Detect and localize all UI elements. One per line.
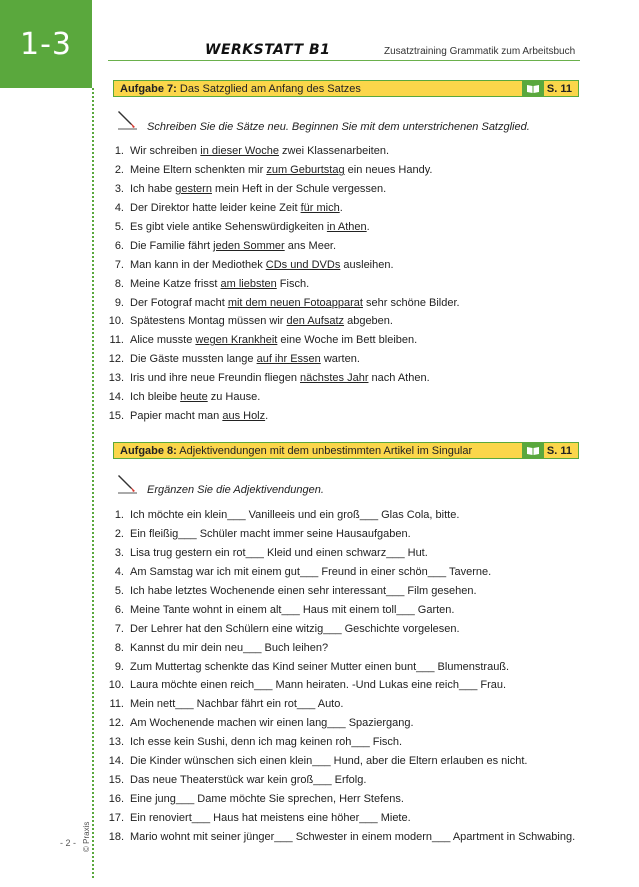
item-number: 13.	[108, 372, 124, 385]
item-text	[130, 297, 460, 309]
task-7-page-ref: S. 11	[546, 82, 572, 95]
list-item	[106, 582, 575, 601]
item-text-before: Spätestens Montag müssen wir	[130, 315, 287, 328]
item-underlined-phrase: aus Holz	[222, 409, 266, 422]
item-underlined-phrase: für mich	[300, 202, 340, 215]
item-text-before: Die Familie fährt	[130, 239, 214, 252]
list-item	[106, 218, 460, 237]
item-text-after: .	[366, 221, 370, 233]
list-item	[106, 369, 460, 388]
item-number: 8.	[114, 641, 124, 654]
item-number: 14.	[108, 755, 124, 768]
item-text-after: ausleihen.	[340, 258, 394, 271]
item-number: 1.	[114, 145, 124, 158]
item-text-after: nach Athen.	[368, 372, 430, 385]
item-text-before: Ich habe	[130, 183, 176, 196]
task-7-list	[106, 142, 460, 425]
item-text	[130, 278, 309, 290]
list-item	[106, 808, 575, 827]
item-number: 16.	[108, 792, 124, 805]
list-item	[106, 331, 460, 350]
list-item	[106, 770, 575, 789]
list-item	[106, 544, 575, 563]
item-text-before: Papier macht man	[130, 409, 223, 422]
item-text-after: .	[265, 409, 269, 422]
item-number: 9.	[114, 660, 124, 673]
item-text: Eine jung___ Dame möchte Sie sprechen, Herr Stefens.	[130, 792, 404, 805]
list-item	[106, 563, 575, 582]
list-item	[106, 733, 575, 752]
item-text: Ein renoviert___ Haus hat meistens eine höher___ Miete.	[130, 811, 411, 824]
item-text-before: Ich bleibe	[130, 391, 181, 404]
item-number: 4.	[114, 202, 124, 215]
item-text	[130, 183, 386, 195]
list-item	[106, 525, 575, 544]
item-text-before: Es gibt viele antike Sehenswürdigkeiten	[130, 221, 327, 233]
item-underlined-phrase: auf ihr Essen	[256, 353, 321, 366]
item-number: 10.	[108, 315, 124, 328]
list-item	[106, 406, 460, 425]
item-number: 14.	[108, 391, 124, 404]
item-number: 12.	[108, 353, 124, 366]
item-text: Am Samstag war ich mit einem gut___ Freund in einer schön___ Taverne.	[130, 566, 492, 579]
list-item	[106, 619, 575, 638]
item-number: 1.	[114, 509, 124, 522]
item-number: 7.	[114, 622, 124, 635]
item-underlined-phrase: nächstes Jahr	[300, 372, 369, 385]
copyright: © Praxis	[82, 821, 91, 852]
item-text: Laura möchte einen reich___ Mann heiraten. -Und Lukas eine reich___ Frau.	[130, 679, 507, 692]
item-text: Ich esse kein Sushi, denn ich mag keinen roh___ Fisch.	[130, 736, 403, 749]
item-underlined-phrase: in dieser Woche	[200, 145, 279, 158]
item-underlined-phrase: zum Geburtstag	[266, 164, 345, 177]
list-item	[106, 388, 460, 407]
task-8-bar	[113, 442, 579, 459]
item-number: 15.	[108, 773, 124, 786]
item-text	[130, 410, 268, 422]
item-number: 2.	[114, 164, 124, 177]
item-number: 11.	[109, 698, 124, 711]
task-8-page-ref: S. 11	[546, 444, 572, 457]
item-number: 5.	[114, 221, 124, 233]
item-number: 17.	[108, 811, 124, 824]
item-number: 13.	[108, 736, 124, 749]
item-text: Mein nett___ Nachbar fährt ein rot___ Auto.	[130, 698, 344, 711]
item-text-after: sehr schöne Bilder.	[362, 296, 460, 309]
page-number: - 2 -	[60, 838, 77, 848]
item-number: 18.	[108, 830, 124, 843]
item-underlined-phrase: in Athen	[326, 221, 367, 233]
item-text: Lisa trug gestern ein rot___ Kleid und einen schwarz___ Hut.	[130, 547, 428, 560]
list-item	[106, 199, 460, 218]
item-number: 4.	[114, 566, 124, 579]
item-text-after: abgeben.	[344, 315, 393, 328]
item-text-after: zu Hause.	[207, 391, 261, 404]
task-8-instruction: Ergänzen Sie die Adjektivendungen.	[147, 484, 324, 496]
header-rule	[108, 60, 580, 61]
item-number: 2.	[114, 528, 124, 541]
item-text	[130, 240, 336, 252]
item-text: Am Wochenende machen wir einen lang___ Spaziergang.	[130, 717, 414, 730]
item-text	[130, 315, 393, 327]
item-text	[130, 145, 389, 157]
item-text-before: Wir schreiben	[130, 145, 201, 158]
item-text: Meine Tante wohnt in einem alt___ Haus mit einem toll___ Garten.	[130, 603, 455, 616]
item-text: Der Lehrer hat den Schülern eine witzig___ Geschichte vorgelesen.	[130, 622, 460, 635]
list-item	[106, 293, 460, 312]
item-text-after: mein Heft in der Schule vergessen.	[211, 183, 387, 196]
list-item	[106, 676, 575, 695]
item-text	[130, 164, 432, 176]
item-text: Das neue Theaterstück war kein groß___ Erfolg.	[130, 773, 367, 786]
item-number: 11.	[109, 334, 124, 347]
item-underlined-phrase: gestern	[175, 183, 212, 196]
item-number: 9.	[114, 296, 124, 309]
item-text-before: Meine Eltern schenkten mir	[130, 164, 267, 177]
header-subtitle: Zusatztraining Grammatik zum Arbeitsbuch	[384, 46, 576, 57]
item-number: 8.	[114, 277, 124, 290]
book-icon	[522, 81, 544, 96]
item-underlined-phrase: mit dem neuen Fotoapparat	[227, 296, 363, 309]
item-text	[130, 221, 370, 233]
item-text-before: Man kann in der Mediothek	[130, 258, 266, 271]
item-underlined-phrase: jeden Sommer	[213, 239, 285, 252]
list-item	[106, 236, 460, 255]
item-text-after: ans Meer.	[284, 239, 337, 252]
list-item	[106, 714, 575, 733]
item-text: Die Kinder wünschen sich einen klein___ Hund, aber die Eltern erlauben es nicht.	[130, 755, 528, 768]
list-item	[106, 255, 460, 274]
chapter-badge: 1-3	[0, 0, 92, 88]
item-underlined-phrase: CDs und DVDs	[265, 258, 341, 271]
item-text-after: eine Woche im Bett bleiben.	[277, 334, 418, 347]
item-number: 12.	[108, 717, 124, 730]
list-item	[106, 695, 575, 714]
item-text	[130, 259, 394, 271]
list-item	[106, 789, 575, 808]
list-item	[106, 506, 575, 525]
item-number: 10.	[108, 679, 124, 692]
item-text	[130, 202, 343, 214]
item-underlined-phrase: den Aufsatz	[286, 315, 345, 328]
item-text: Ich habe letztes Wochenende einen sehr interessant___ Film gesehen.	[130, 585, 477, 597]
list-item	[106, 180, 460, 199]
item-text	[130, 334, 417, 346]
item-underlined-phrase: heute	[180, 391, 208, 404]
item-text-before: Iris und ihre neue Freundin fliegen	[130, 372, 300, 385]
item-text	[130, 372, 430, 384]
item-text: Ein fleißig___ Schüler macht immer seine Hausaufgaben.	[130, 528, 411, 541]
item-text-after: warten.	[320, 353, 360, 366]
item-text-after: Fisch.	[276, 277, 310, 290]
item-text: Ich möchte ein klein___ Vanilleeis und ein groß___ Glas Cola, bitte.	[130, 509, 460, 522]
series-title: WERKSTATT B1	[205, 42, 331, 58]
list-item	[106, 827, 575, 846]
item-number: 6.	[114, 603, 124, 616]
item-number: 6.	[114, 239, 124, 252]
book-icon	[522, 443, 544, 458]
item-text-before: Die Gäste mussten lange	[130, 353, 257, 366]
list-item	[106, 600, 575, 619]
list-item	[106, 142, 460, 161]
item-number: 3.	[114, 183, 124, 196]
task-7-bar	[113, 80, 579, 97]
item-text-before: Der Direktor hatte leider keine Zeit	[130, 202, 301, 215]
item-number: 3.	[114, 547, 124, 560]
item-text-before: Der Fotograf macht	[130, 296, 228, 309]
list-item	[106, 657, 575, 676]
item-text	[130, 353, 360, 365]
task-8-list	[106, 506, 575, 846]
item-number: 5.	[114, 585, 124, 597]
item-number: 7.	[114, 258, 124, 271]
list-item	[106, 161, 460, 180]
item-text-after: zwei Klassenarbeiten.	[278, 145, 390, 158]
item-number: 15.	[108, 409, 124, 422]
item-text: Kannst du mir dein neu___ Buch leihen?	[130, 641, 329, 654]
list-item	[106, 638, 575, 657]
list-item	[106, 752, 575, 771]
task-8-title: Aufgabe 8: Adjektivendungen mit dem unbestimmten Artikel im Singular	[120, 444, 473, 457]
item-text-after: ein neues Handy.	[344, 164, 433, 177]
list-item	[106, 312, 460, 331]
list-item	[106, 350, 460, 369]
item-text	[130, 391, 260, 403]
item-text-before: Meine Katze frisst	[130, 277, 221, 290]
pencil-icon	[116, 472, 138, 494]
item-underlined-phrase: wegen Krankheit	[195, 334, 278, 347]
item-text-after: .	[339, 202, 343, 215]
item-text-before: Alice musste	[130, 334, 196, 347]
item-text: Zum Muttertag schenkte das Kind seiner Mutter einen bunt___ Blumenstrauß.	[130, 660, 510, 673]
list-item	[106, 274, 460, 293]
pencil-icon	[116, 108, 138, 130]
item-underlined-phrase: am liebsten	[220, 277, 277, 290]
margin-divider	[92, 88, 94, 878]
task-7-title: Aufgabe 7: Das Satzglied am Anfang des Satzes	[120, 82, 361, 95]
item-text: Mario wohnt mit seiner jünger___ Schwester in einem modern___ Apartment in Schwabing.	[130, 830, 576, 843]
task-7-instruction: Schreiben Sie die Sätze neu. Beginnen Sie mit dem unterstrichenen Satzglied.	[147, 121, 530, 133]
